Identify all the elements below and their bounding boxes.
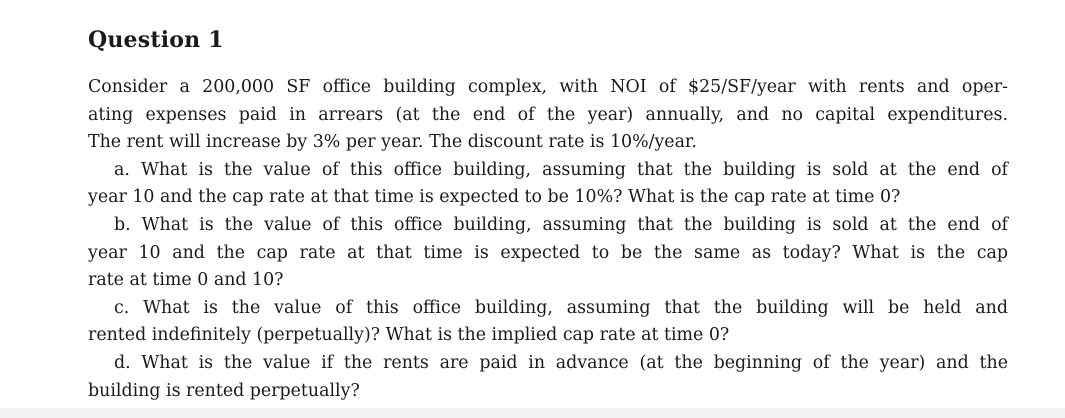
page-bottom-edge xyxy=(0,408,1065,418)
question-intro xyxy=(88,74,1008,157)
intro-line: The rent will increase by 3% per year. The discount rate is 10%/year. xyxy=(88,132,697,153)
part-c-line: c. What is the value of this office building, assuming that the building will be held and xyxy=(114,297,1008,318)
part-d-line: d. What is the value if the rents are paid in advance (at the beginning of the year) and the xyxy=(114,352,1008,373)
part-b-line: year 10 and the cap rate at that time is expected to be the same as today? What is the cap xyxy=(88,242,1008,263)
question-document xyxy=(88,22,1008,405)
part-b-line: b. What is the value of this office building, assuming that the building is sold at the end of xyxy=(114,214,1008,235)
part-a xyxy=(88,157,1008,212)
part-b xyxy=(88,212,1008,295)
part-a-line: year 10 and the cap rate at that time is expected to be 10%? What is the cap rate at time 0? xyxy=(88,187,901,208)
intro-line: ating expenses paid in arrears (at the end of the year) annually, and no capital expenditures. xyxy=(88,104,1008,125)
part-b-line: rate at time 0 and 10? xyxy=(88,270,284,291)
part-c-line: rented indefinitely (perpetually)? What is the implied cap rate at time 0? xyxy=(88,325,730,346)
part-d xyxy=(88,350,1008,405)
question-title: Question 1 xyxy=(88,27,224,53)
part-c xyxy=(88,295,1008,350)
part-d-line: building is rented perpetually? xyxy=(88,380,360,401)
intro-line: Consider a 200,000 SF office building complex, with NOI of $25/SF/year with rents and oper- xyxy=(88,77,1008,97)
part-a-line: a. What is the value of this office building, assuming that the building is sold at the end of xyxy=(114,159,1008,180)
